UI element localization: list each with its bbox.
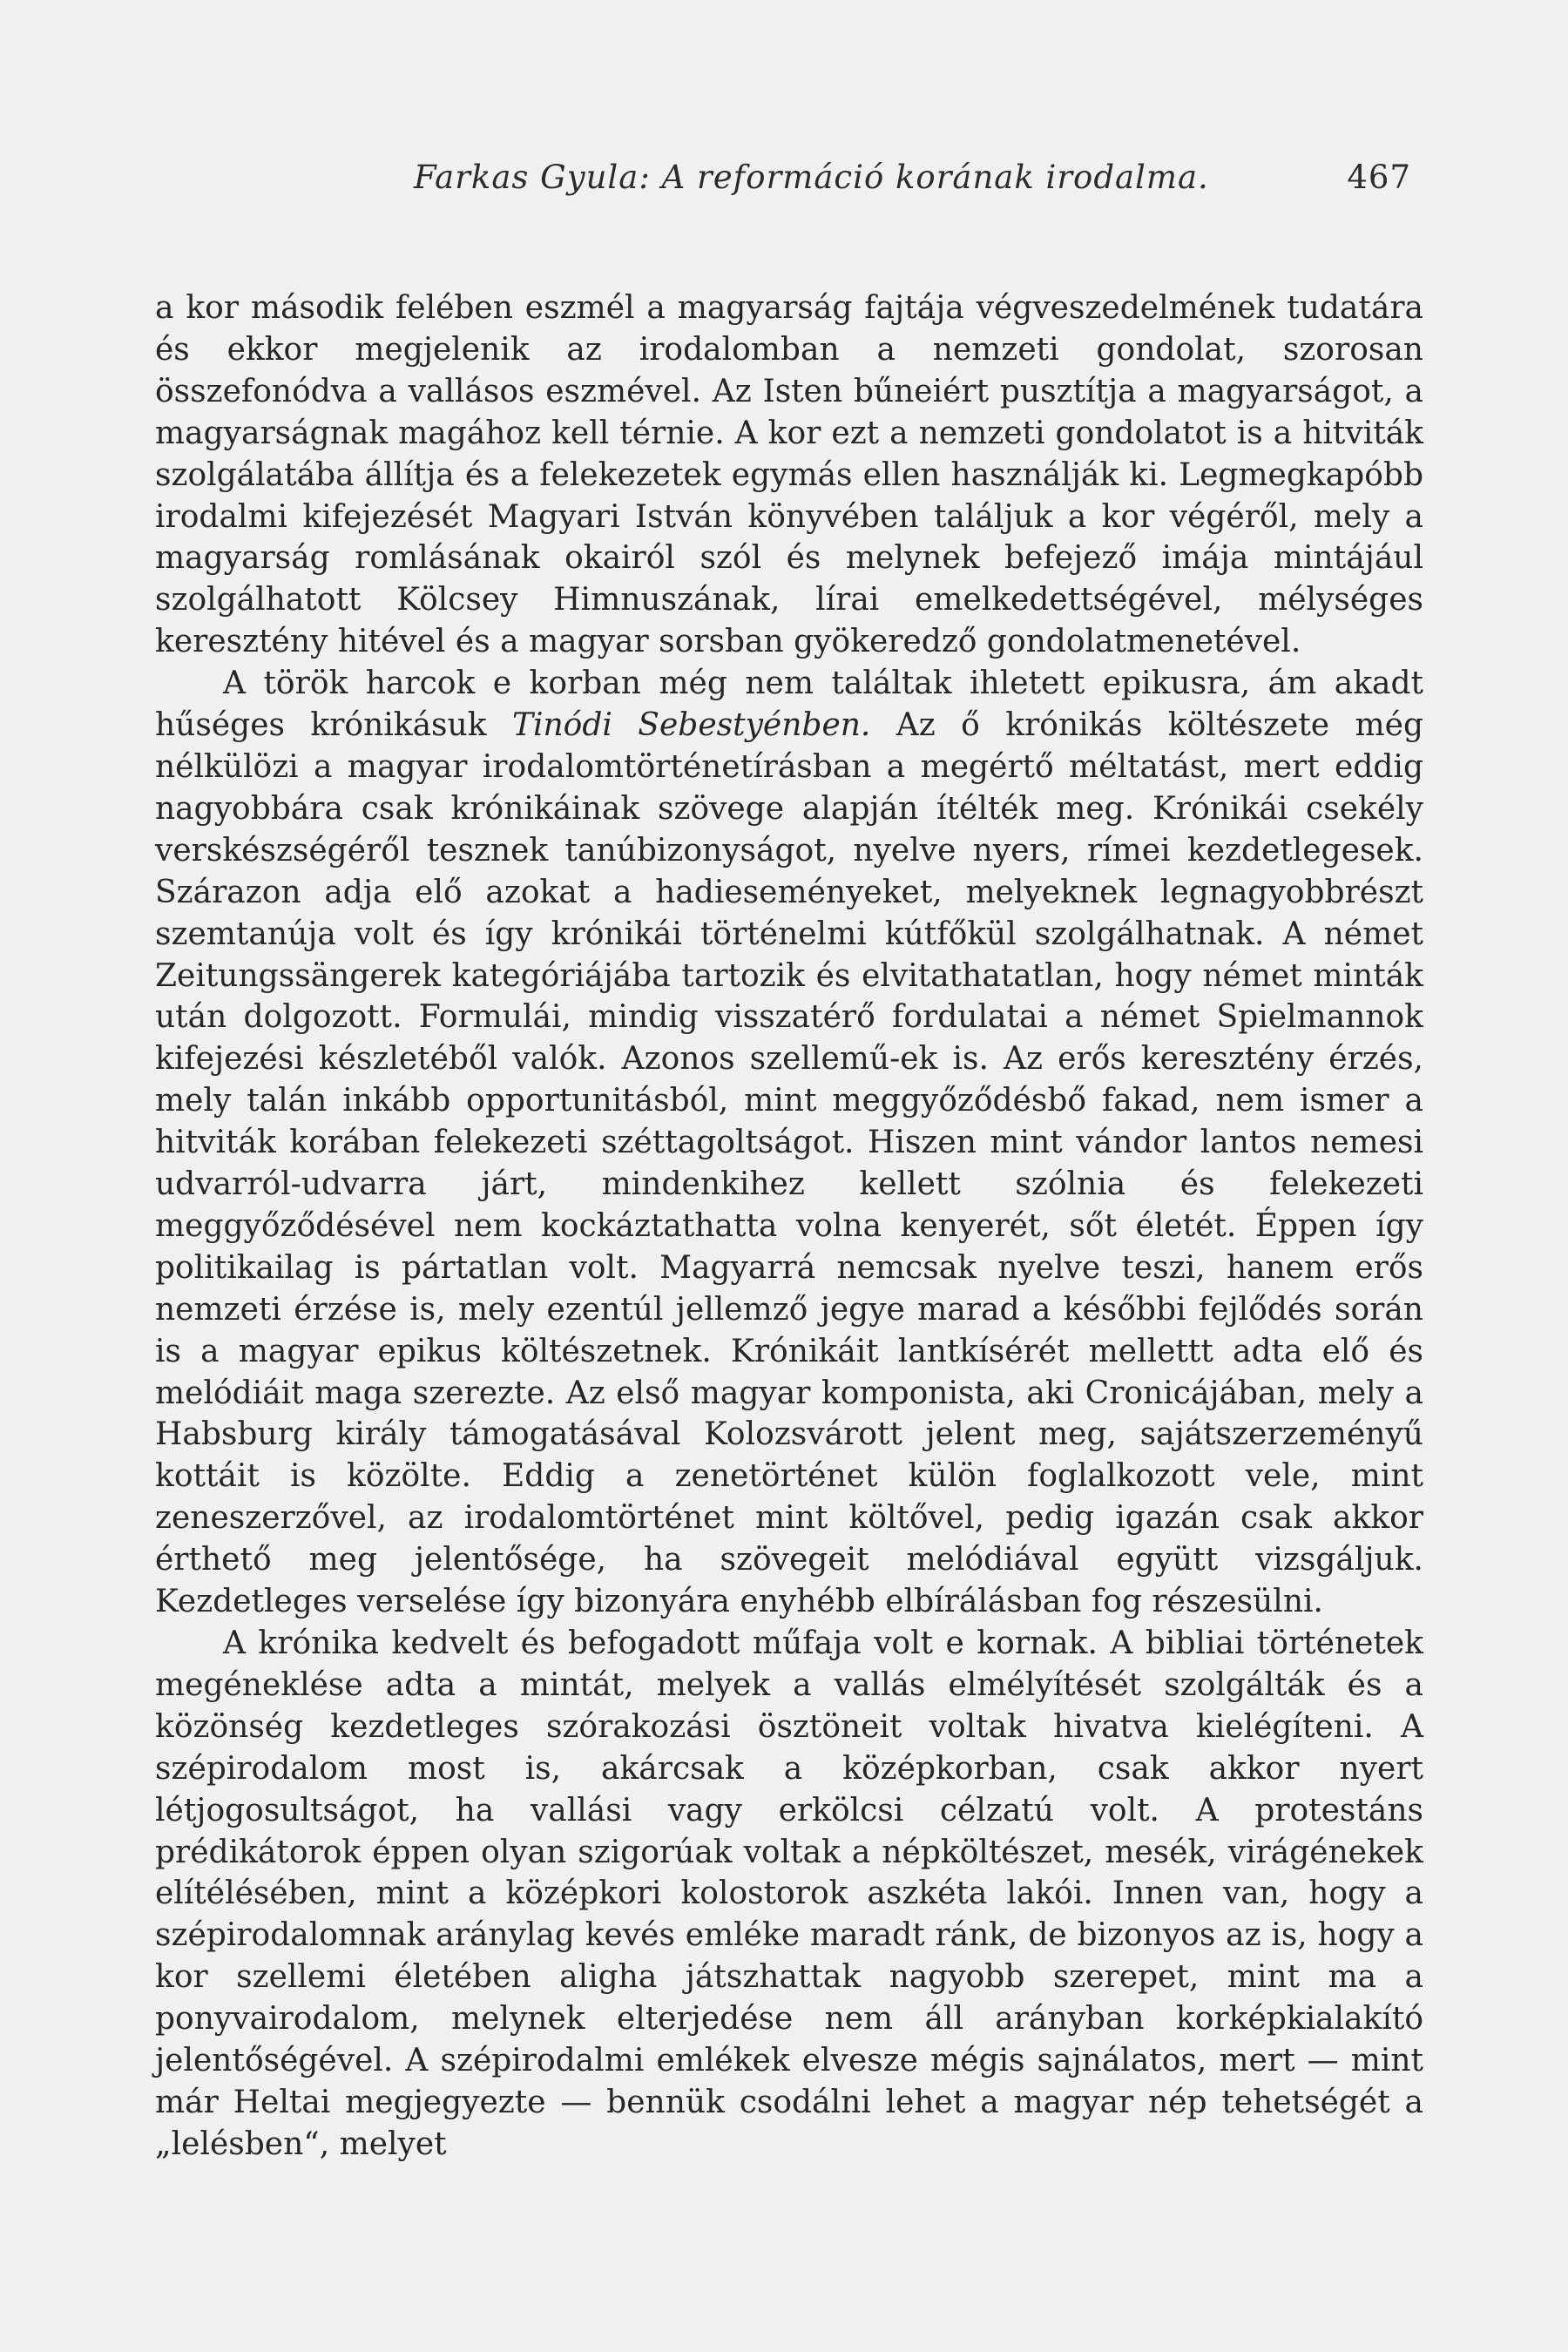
page-number: 467 [1347, 159, 1411, 196]
paragraph-2 [155, 663, 1423, 1623]
paragraph-1: a kor második felében eszmél a magyarság fajtája végveszedelmének tudatára és ekkor megjelenik az irodalomban a nemzeti gondolat, szorosan összefonódva a vallásos eszmével. Az Isten bűneiért pusztítja a magyarságot, a magyarságnak magához kell térnie. A kor ezt a nemzeti gondolatot is a hitviták szolgálatába állítja és a felekezetek egymás ellen használják ki. Legmegkapóbb irodalmi kifejezését Magyari István könyvében találjuk a kor végéről, mely a magyarság romlásának okairól szól és melynek befejező imája mintájául szolgálhatott Kölcsey Himnuszának, lírai emelkedettségével, mélységes keresztény hitével és a magyar sorsban gyökeredző gondolatmenetével. [155, 290, 1423, 660]
italic-name-tinodi: Tinódi Sebestyénben. [511, 707, 871, 744]
body-text [155, 287, 1423, 2166]
running-title: Farkas Gyula: A reformáció korának irodalma. [414, 159, 1209, 196]
running-head [152, 159, 1411, 206]
paragraph-2-text-before: A török harcok e korban még nem találtak ihletett epikusra, ám akadt hűséges krónikásuk [155, 666, 1423, 744]
paragraph-2-text-after: Az ő krónikás költészete még nélkülözi a magyar irodalomtörténetírásban a megértő méltatást, mert eddig nagyobbára csak krónikáinak szövege alapján ítélték meg. Krónikái csekély verskészségéről tesznek tanúbizonyságot, nyelve nyers, rímei kezdetlegesek. Szárazon adja elő azokat a hadieseményeket, melyeknek legnagyobbrészt szemtanúja volt és így krónikái történelmi kútfőkül szolgálhatnak. A német Zeitungssängerek kategóriájába tartozik és elvitathatatlan, hogy német minták után dolgozott. Formulái, mindig visszatérő fordulatai a német Spielmannok kifejezési készletéből valók. Azonos szellemű-ek is. Az erős keresztény érzés, mely talán inkább opportunitásból, mint meggyőződésbő fakad, nem ismer a hitviták korában felekezeti széttagoltságot. Hiszen mint vándor lantos nemesi udvarról-udvarra járt, mindenkihez kellett szólnia és felekezeti meggyőződésével nem kockáztathatta volna kenyerét, sőt életét. Éppen így politikailag is pártatlan volt. Magyarrá nemcsak nyelve teszi, hanem erős nemzeti érzése is, mely ezentúl jellemző jegye marad a későbbi fejlődés során is a magyar epikus költészetnek. Krónikáit lantkísérét mellettt adta elő és melódiáit maga szerezte. Az első magyar komponista, aki Cronicájában, mely a Habsburg király támogatásával Kolozsvárott jelent meg, sajátszerzeményű kottáit is közölte. Eddig a zenetörténet külön foglalkozott vele, mint zeneszerzővel, az irodalomtörténet mint költővel, pedig igazán csak akkor érthető meg jelentősége, ha szövegeit melódiával együtt vizsgáljuk. Kezdetleges verselése így bizonyára enyhébb elbírálásban fog részesülni. [155, 707, 1423, 1620]
paragraph-3: A krónika kedvelt és befogadott műfaja volt e kornak. A bibliai történetek megéneklése adta a mintát, melyek a vallás elmélyítését szolgálták és a közönség kezdetleges szórakozási ösztöneit voltak hivatva kielégíteni. A szépirodalom most is, akárcsak a középkorban, csak akkor nyert létjogosultságot, ha vallási vagy erkölcsi célzatú volt. A protestáns prédikátorok éppen olyan szigorúak voltak a népköltészet, mesék, virágénekek elítélésében, mint a középkori kolostorok aszkéta lakói. Innen van, hogy a szépirodalomnak aránylag kevés emléke maradt ránk, de bizonyos az is, hogy a kor szellemi életében aligha játszhattak nagyobb szerepet, mint ma a ponyvairodalom, melynek elterjedése nem áll arányban korképkialakító jelentőségével. A szépirodalmi emlékek elvesze mégis sajnálatos, mert — mint már Heltai megjegyezte — bennük csodálni lehet a magyar nép tehetségét a „lelésben“, melyet [155, 1625, 1423, 2162]
